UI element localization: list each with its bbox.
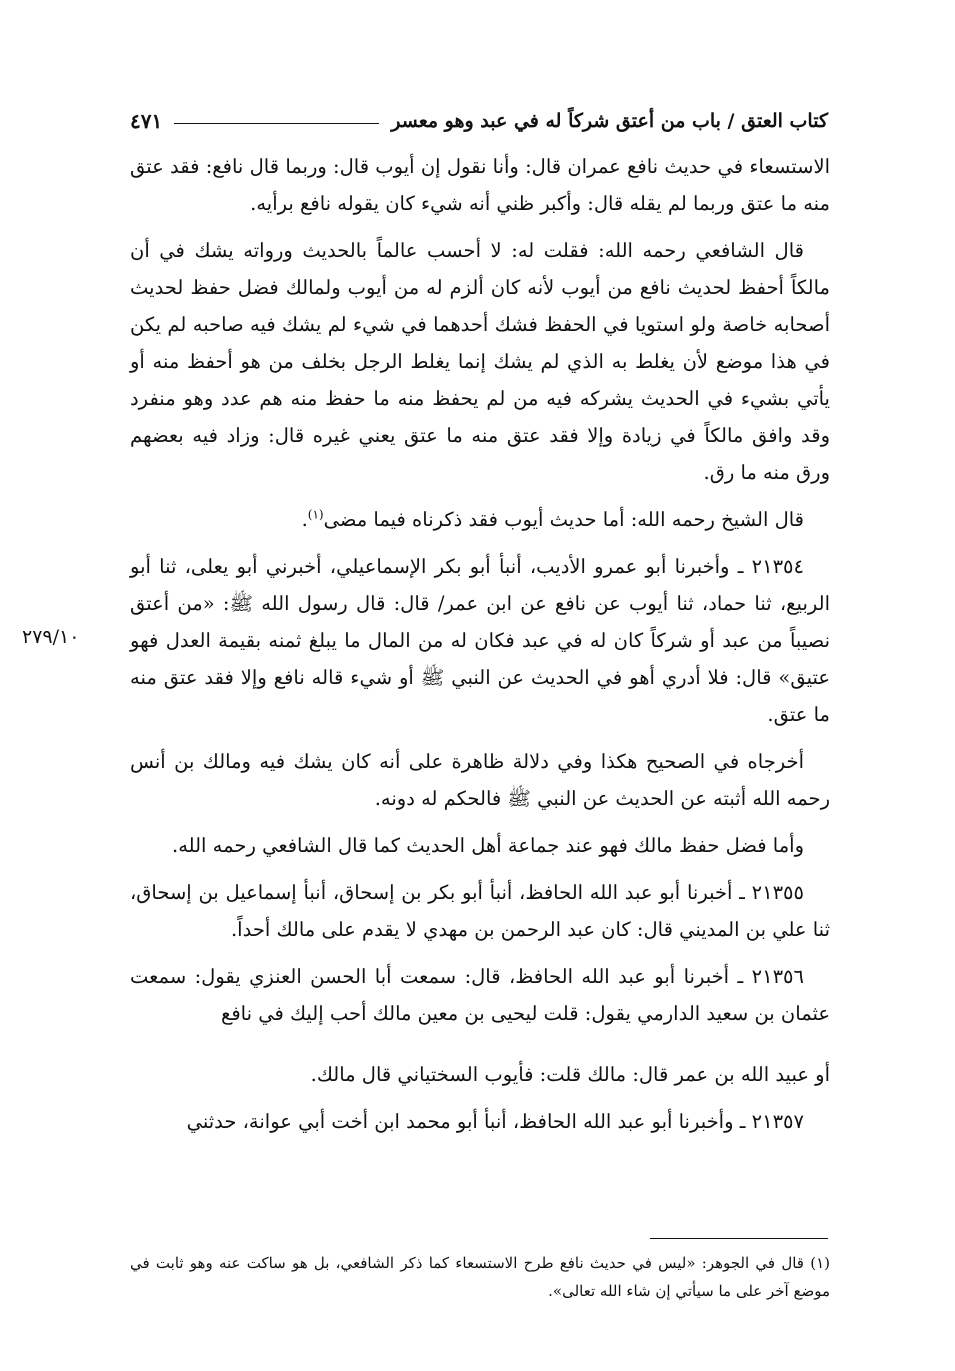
main-text — [130, 148, 830, 1150]
hadith-entry: ٢١٣٥٤ ـ وأخبرنا أبو عمرو الأديب، أنبأ أبو بكر الإسماعيلي، أخبرني أبو يعلى، ثنا أبو الربيع، ثنا حماد، ثنا أيوب عن نافع عن ابن عمر/ قال: قال رسول الله ﷺ: «من أعتق نصيباً من عبد أو شركاً كان له في عبد فكان له من المال ما يبلغ ثمنه بقيمة العدل فهو عتيق» قال: فلا أدري أهو في الحديث عن النبي ﷺ أو شيء قاله نافع وإلا فقد عتق منه ما عتق. — [130, 555, 830, 726]
paragraph-text: قال الشيخ رحمه الله: أما حديث أيوب فقد ذكرناه فيما مضى — [323, 508, 804, 531]
paragraph: الاستسعاء في حديث نافع عمران قال: وأنا نقول إن أيوب قال: وربما قال نافع: فقد عتق منه ما عتق وربما لم يقله قال: وأكبر ظني أنه شيء كان يقوله نافع برأيه. — [130, 155, 830, 215]
header-rule — [174, 123, 379, 124]
paragraph: أو عبيد الله بن عمر قال: مالك قلت: فأيوب السختياني قال مالك. — [310, 1063, 830, 1086]
page-number: ٤٧١ — [130, 109, 163, 133]
footnote-rule — [650, 1238, 828, 1239]
page-header — [130, 104, 828, 138]
chapter-title: كتاب العتق / باب من أعتق شركاً له في عبد وهو معسر — [391, 110, 828, 132]
hadith-entry: ٢١٣٥٧ ـ وأخبرنا أبو عبد الله الحافظ، أنبأ أبو محمد ابن أخت أبي عوانة، حدثني — [186, 1110, 804, 1133]
footnote-marker: (١) — [307, 507, 324, 522]
hadith-entry: ٢١٣٥٦ ـ أخبرنا أبو عبد الله الحافظ، قال: سمعت أبا الحسن العنزي يقول: سمعت عثمان بن سعيد الدارمي يقول: قلت ليحيى بن معين مالك أحب إليك في نافع — [130, 965, 830, 1025]
paragraph: قال الشافعي رحمه الله: فقلت له: لا أحسب عالماً بالحديث ورواته يشك في أن مالكاً أحفظ لحديث نافع من أيوب لأنه كان ألزم له من أيوب ولمالك فضل حفظ لحديث أصحابه خاصة ولو استويا في الحفظ فشك أحدهما في شيء لم يشك فيه صاحبه لم يكن في هذا موضع لأن يغلط به الذي لم يشك إنما يغلط الرجل بخلف من هو أحفظ منه أو يأتي بشيء في الحديث يشركه فيه من لم يحفظ منه ما حفظ منه هم عدد وهو منفرد وقد وافق مالكاً في زيادة وإلا فقد عتق منه ما عتق يعني غيره قال: وزاد فيه بعضهم ورق منه ما رق. — [130, 239, 830, 484]
paragraph: وأما فضل حفظ مالك فهو عند جماعة أهل الحديث كما قال الشافعي رحمه الله. — [172, 834, 804, 857]
margin-reference: ٢٧٩/١٠ — [22, 626, 80, 648]
hadith-entry: ٢١٣٥٥ ـ أخبرنا أبو عبد الله الحافظ، أنبأ أبو بكر بن إسحاق، أنبأ إسماعيل بن إسحاق، ثنا علي بن المديني قال: كان عبد الرحمن بن مهدي لا يقدم على مالك أحداً. — [130, 881, 830, 941]
paragraph: قال الشيخ رحمه الله: أما حديث أيوب فقد ذكرناه فيما مضى$^{(١)}$. — [301, 507, 804, 531]
footnote: (١) قال في الجوهر: «ليس في حديث نافع طرح الاستسعاء كما ذكر الشافعي، بل هو ساكت عنه وهو ثابت في موضع آخر على ما سيأتي إن شاء الله تعالى». — [130, 1254, 830, 1300]
paragraph: أخرجاه في الصحيح هكذا وفي دلالة ظاهرة على أنه كان يشك فيه ومالك بن أنس رحمه الله أثبته عن الحديث عن النبي ﷺ فالحكم له دونه. — [130, 750, 830, 810]
